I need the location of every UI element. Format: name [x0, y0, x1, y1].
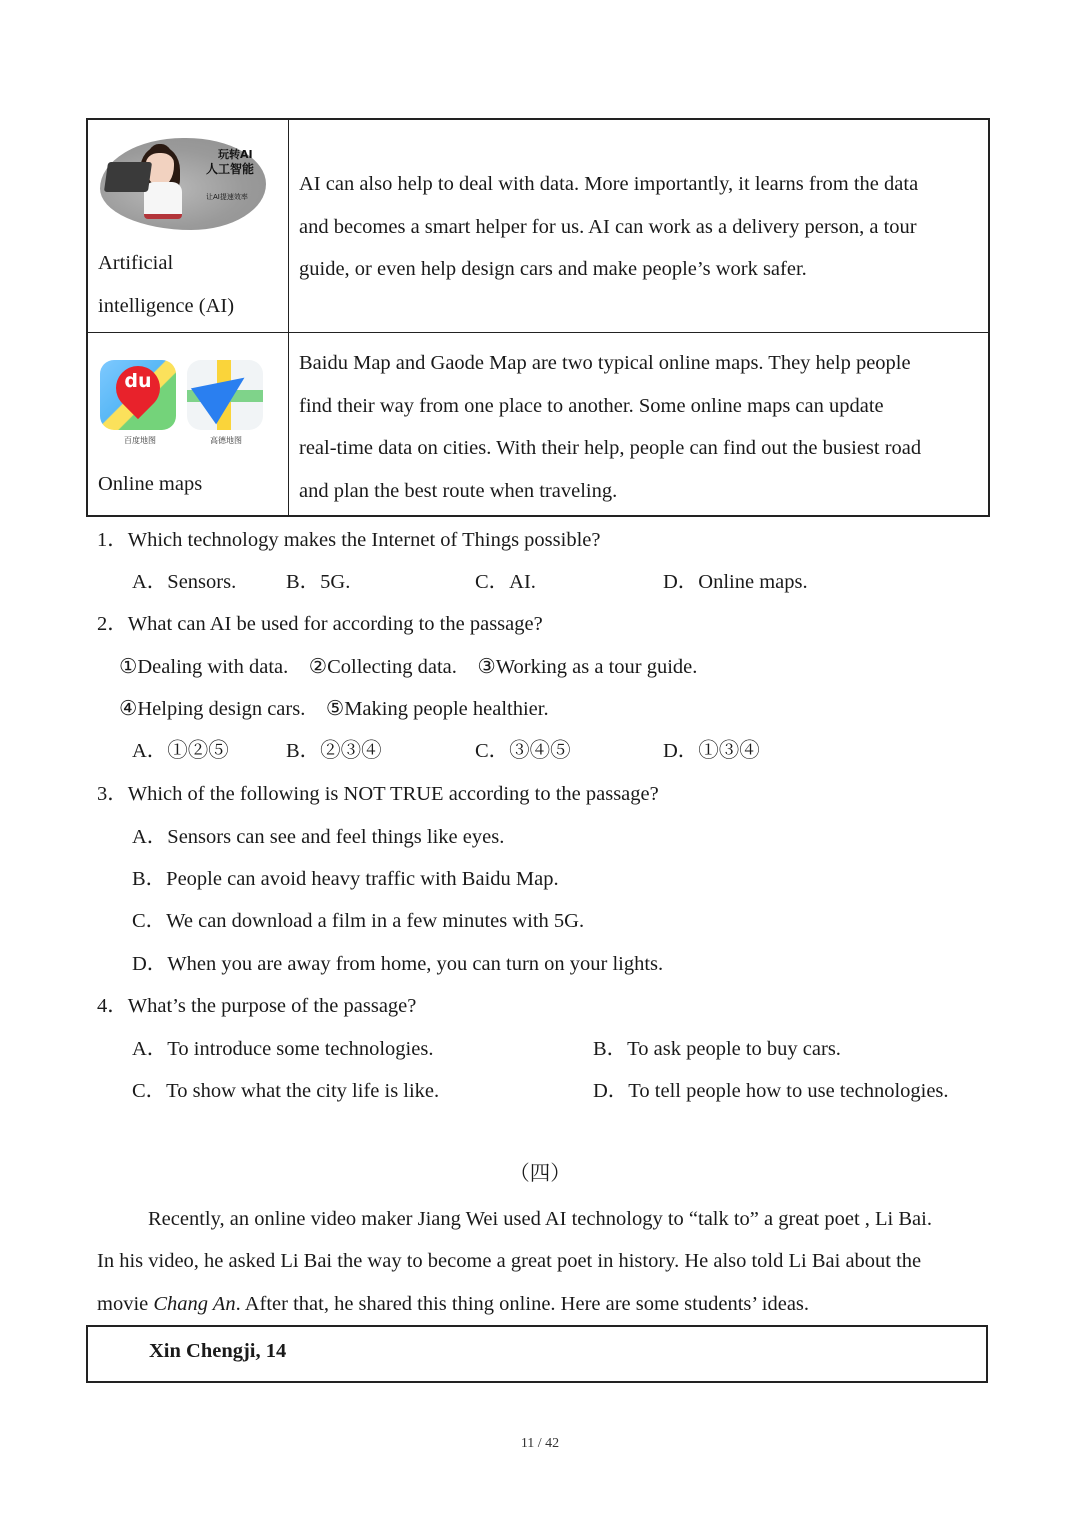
- q3-option-a: A．Sensors can see and feel things like eyes.: [132, 826, 505, 848]
- page-number: 11 / 42: [520, 1436, 560, 1451]
- q1-option-a: A．Sensors.: [132, 571, 237, 593]
- passage-line3-end: . After that, he shared this thing online. Here are some students’ ideas.: [235, 1293, 810, 1315]
- q1-option-c: C．AI.: [475, 571, 536, 593]
- passage-line3: [97, 1283, 809, 1325]
- maps-description: [299, 342, 969, 512]
- ai-desc-line: and becomes a smart helper for us. AI can work as a delivery person, a tour: [299, 215, 917, 238]
- ai-desc-line: guide, or even help design cars and make people’s work safer.: [299, 258, 807, 280]
- q4-option-a: A．To introduce some technologies.: [132, 1038, 434, 1060]
- maps-desc-line: Baidu Map and Gaode Map are two typical online maps. They help people: [299, 352, 911, 374]
- column-divider: [288, 120, 289, 515]
- q2-option-a: A．①②⑤: [132, 740, 229, 762]
- maps-desc-line: real-time data on cities. With their help, people can find out the busiest road: [299, 437, 922, 459]
- baidu-logo-text: du: [124, 370, 152, 392]
- q1-stem: 1．Which technology makes the Internet of Things possible?: [97, 529, 601, 551]
- q3-option-b: B．People can avoid heavy traffic with Baidu Map.: [132, 868, 559, 890]
- passage-line2: In his video, he asked Li Bai the way to become a great poet in history. He also told Li Bai about the: [97, 1250, 922, 1272]
- ai-desc-line: AI can also help to deal with data. More importantly, it learns from the data: [299, 173, 919, 195]
- maps-label: Online maps: [98, 473, 203, 495]
- gaode-caption: 高德地图: [210, 436, 242, 445]
- passage-line3-start: movie: [97, 1293, 154, 1315]
- q2-stem: 2．What can AI be used for according to the passage?: [97, 613, 543, 635]
- q2-items-line2: ④Helping design cars. ⑤Making people healthier.: [119, 698, 549, 720]
- maps-desc-line: find their way from one place to another. Some online maps can update: [299, 394, 884, 417]
- passage-line1: Recently, an online video maker Jiang Wei used AI technology to “talk to” a great poet , Li Bai.: [148, 1208, 932, 1230]
- student-name: Xin Chengji, 14: [149, 1340, 287, 1362]
- q4-option-c: C．To show what the city life is like.: [132, 1080, 440, 1102]
- q3-option-d: D．When you are away from home, you can turn on your lights.: [132, 953, 664, 975]
- ai-girl-body: [144, 182, 182, 219]
- maps-desc-line: and plan the best route when traveling.: [299, 479, 618, 502]
- ai-description: [299, 163, 969, 291]
- row-divider: [88, 332, 988, 333]
- baidu-caption: 百度地图: [124, 436, 156, 445]
- q4-stem: 4．What’s the purpose of the passage?: [97, 995, 417, 1017]
- section-heading: （四）: [509, 1163, 571, 1185]
- laptop-icon: [104, 162, 152, 192]
- gaode-map-icon: [187, 360, 263, 430]
- tech-table: [86, 118, 990, 517]
- q4-option-b: B．To ask people to buy cars.: [593, 1038, 841, 1060]
- ai-label-line2: intelligence (AI): [98, 295, 235, 317]
- q2-option-c: C．③④⑤: [475, 740, 571, 762]
- q1-option-b: B．5G.: [286, 571, 351, 593]
- ai-label-line1: Artificial: [98, 252, 174, 274]
- q2-option-b: B．②③④: [286, 740, 382, 762]
- q1-option-d: D．Online maps.: [663, 571, 808, 593]
- q3-option-c: C．We can download a film in a few minutes with 5G.: [132, 910, 585, 932]
- ai-tag-2: 人工智能: [206, 162, 255, 176]
- baidu-map-icon: [100, 360, 176, 430]
- movie-title: Chang An: [153, 1293, 236, 1315]
- q2-items-line1: ①Dealing with data. ②Collecting data. ③Working as a tour guide.: [119, 656, 698, 678]
- q2-option-d: D．①③④: [663, 740, 760, 762]
- q4-option-d: D．To tell people how to use technologies.: [593, 1080, 949, 1102]
- ai-tag-3: 让AI提速效率: [206, 193, 248, 201]
- navigation-arrow-icon: [191, 360, 257, 424]
- student-idea-box: [86, 1325, 988, 1383]
- q3-stem: 3．Which of the following is NOT TRUE according to the passage?: [97, 783, 659, 805]
- ai-tag-1: 玩转AI: [218, 148, 253, 161]
